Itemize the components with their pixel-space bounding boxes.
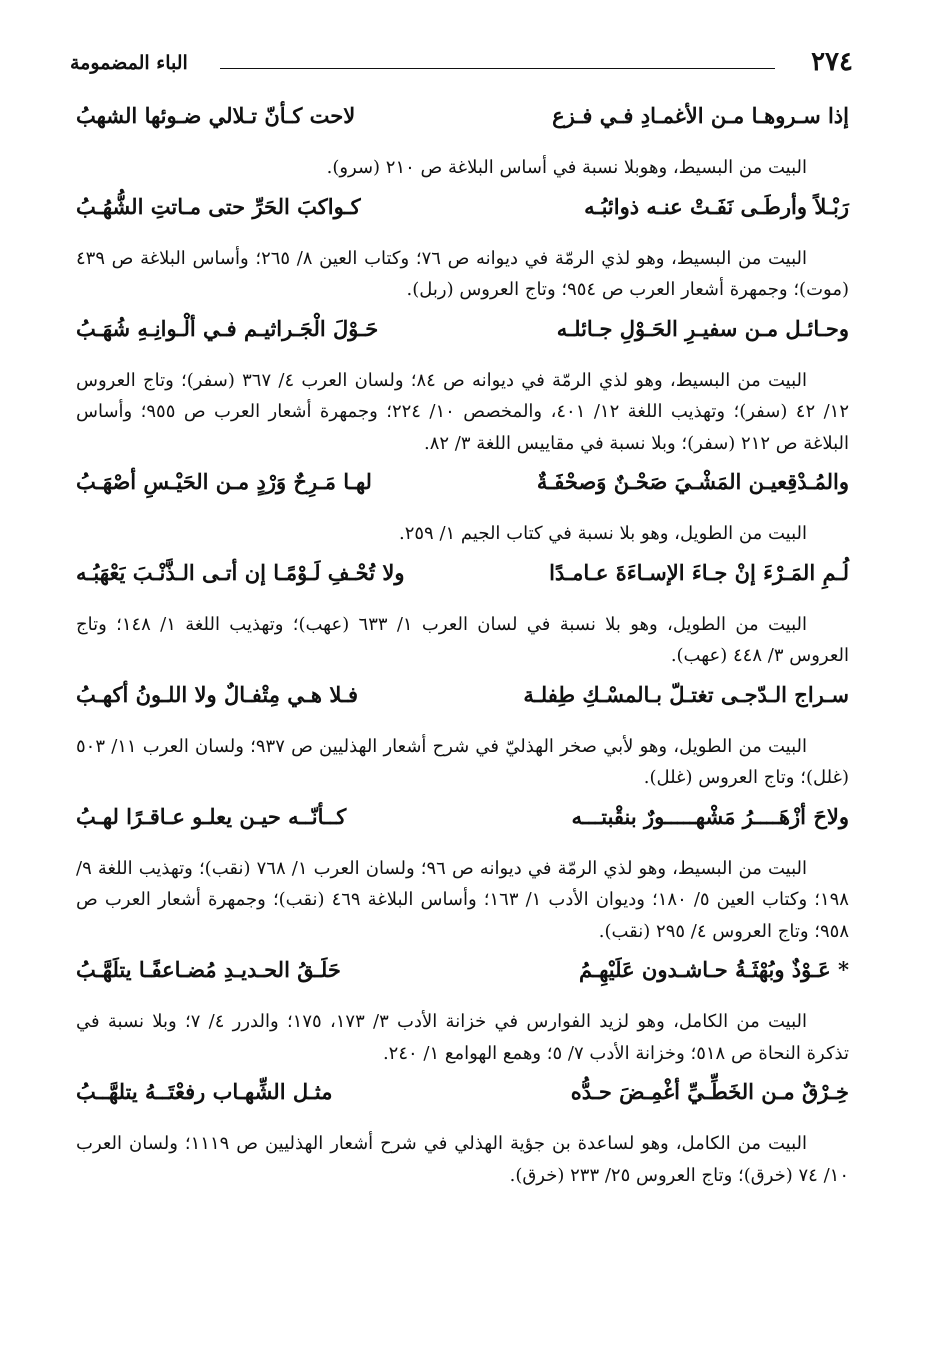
verse-source-note: البيت من الطويل، وهو لأبي صخر الهذليّ في شرح أشعار الهذليين ص ٩٣٧؛ ولسان العرب ١١/ ٥٠٣ (غلل)؛ وتاج العروس (غلل). xyxy=(76,735,849,788)
verse-first-hemistich-text: عَـوْذٌ وبُهْثَـةُ حـاشـدون عَلَيْهِـمُ xyxy=(578,957,831,982)
verse-line xyxy=(76,1074,849,1110)
running-title: الباء المضمومة xyxy=(70,52,188,74)
verse-second-hemistich: كــأنّــه حيـن يعلـو عـاقـرًا لهـبُ xyxy=(76,803,347,829)
verse-source-note: البيت من البسيط، وهو لذي الرمّة في ديوانه ص ٩٦؛ ولسان العرب ١/ ٧٦٨ (نقب)؛ وتهذيب اللغة ٩/ ١٩٨؛ وكتاب العين ٥/ ١٨٠؛ وديوان الأدب ١/ ١٦٣؛ وأساس البلاغة ٤٦٩ (نقب)؛ وجمهرة أشعار العرب ص ٩٥٨؛ وتاج العروس ٤/ ٢٩٥ (نقب). xyxy=(76,857,849,942)
verse-source-note: البيت من البسيط، وهوبلا نسبة في أساس البلاغة ص ٢١٠ (سرو). xyxy=(326,157,807,178)
page-number: ٢٧٤ xyxy=(811,47,853,77)
verse-source-note: البيت من الطويل، وهو بلا نسبة في لسان العرب ١/ ٦٣٣ (عهب)؛ وتهذيب اللغة ١/ ١٤٨؛ وتاج العروس ٣/ ٤٤٨ (عهب). xyxy=(76,613,849,666)
verse-first-hemistich: إذا سـروهـا مـن الأغمـادِ فـي فـزع xyxy=(552,103,849,128)
verse-first-hemistich: وحـائـل مـن سفيـرِ الحَـوْلِ جـائلـه xyxy=(556,315,849,341)
verse-line xyxy=(76,555,849,591)
verse-line xyxy=(76,98,849,134)
verse-first-hemistich: ولاحَ أزْهَــــرُ مَشْهـــــورٌ بنقْبتـــه xyxy=(571,803,849,829)
verse-entry-3 xyxy=(76,311,849,460)
verse-first-hemistich: والمُـدْقِعيـن المَشْـيَ صَحْـنٌ وَصحْفَـةٌ xyxy=(536,469,849,494)
verse-first-hemistich: لُـمِ المَـرْءَ إنْ جـاءَ الإسـاءَةَ عـامـدًا xyxy=(549,559,849,585)
verse-second-hemistich: فـلا هـي مِتْفـالٌ ولا اللـونُ أكهـبُ xyxy=(76,681,359,707)
verse-source-note: البيت من الكامل، وهو لزيد الفوارس في خزانة الأدب ٣/ ١٧٣، ١٧٥؛ والدرر ٤/ ٧؛ وبلا نسبة في تذكرة النحاة ص ٥١٨؛ وخزانة الأدب ٧/ ٥؛ وهمع الهوامع ١/ ٢٤٠. xyxy=(76,1011,849,1064)
verse-source-note: البيت من البسيط، وهو لذي الرمّة في ديوانه ص ٧٦؛ وكتاب العين ٨/ ٢٦٥؛ وأساس البلاغة ص ٤٣٩ (موت)؛ وجمهرة أشعار العرب ص ٩٥٤؛ وتاج العروس (ربل). xyxy=(76,247,849,300)
header-rule xyxy=(220,68,775,69)
verse-first-hemistich: خِـرْقٌ مـن الخَطِّـيِّ أغْمِـضَ حـدُّه xyxy=(570,1079,849,1104)
verse-second-hemistich: كـواكبَ الحَرِّ حتى مـاتتِ الشُّهُـبُ xyxy=(76,193,361,219)
page-content xyxy=(76,98,849,1196)
verse-entry-9 xyxy=(76,1074,849,1191)
verse-entry-8 xyxy=(76,952,849,1069)
verse-entry-7 xyxy=(76,799,849,948)
verse-second-hemistich: حَـوْلَ الْجَـراثيـم فـي ألْـوانِـهِ شُهَـبُ xyxy=(76,315,379,341)
verse-line xyxy=(76,952,849,988)
verse-entry-4 xyxy=(76,464,849,550)
verse-line xyxy=(76,799,849,835)
verse-line xyxy=(76,189,849,225)
verse-source-note: البيت من الطويل، وهو بلا نسبة في كتاب الجيم ١/ ٢٥٩. xyxy=(398,523,807,544)
verse-line xyxy=(76,464,849,500)
verse-entry-2 xyxy=(76,189,849,306)
verse-first-hemistich: رَبْـلاً وأرطَـى نَفَـتْ عنـه ذوائبُـه xyxy=(584,193,849,219)
verse-first-hemistich xyxy=(579,952,849,988)
verse-line xyxy=(76,677,849,713)
verse-entry-6 xyxy=(76,677,849,794)
verse-source-note: البيت من البسيط، وهو لذي الرمّة في ديوانه ص ٨٤؛ ولسان العرب ٤/ ٣٦٧ (سفر)؛ وتاج العروس ١٢/ ٤٢ (سفر)؛ وتهذيب اللغة ١٢/ ٤٠١، والمخصص ١٠/ ٢٢٤؛ وجمهرة أشعار العرب ص ٩٥٥؛ وأساس البلاغة ص ٢١٢ (سفر)؛ وبلا نسبة في مقاييس اللغة ٣/ ٨٢. xyxy=(76,369,849,454)
verse-entry-1 xyxy=(76,98,849,184)
verse-second-hemistich: لاحت كـأنّ تـلالي ضـوئها الشهبُ xyxy=(76,103,356,128)
asterisk-marker: * xyxy=(838,957,849,982)
verse-source-note: البيت من الكامل، وهو لساعدة بن جؤية الهذلي في شرح أشعار الهذليين ص ١١١٩؛ ولسان العرب ١٠/ ٧٤ (خرق)؛ وتاج العروس ٢٥/ ٢٣٣ (خرق). xyxy=(76,1133,849,1186)
verse-first-hemistich: سـراج الـدّجـى تغتـلّ بـالمسْـكِ طِفلـة xyxy=(523,681,849,707)
verse-second-hemistich: حَلَـقُ الحـديـدِ مُضـاعفًـا يتلَهَّـبُ xyxy=(76,957,341,982)
verse-second-hemistich: ولا تُحْـفِ لَـوْمًـا إن أتـى الـذَّنْـبَ يَعْهَبُـه xyxy=(76,559,405,585)
verse-second-hemistich: مثـل الشِّهـاب رفعْتَــهُ يتلهَّــبُ xyxy=(76,1079,333,1104)
verse-entry-5 xyxy=(76,555,849,672)
verse-second-hemistich: لهـا مَـرِحٌ وَرْدٍ مـن الحَيْـسِ أصْهَـبُ xyxy=(76,469,372,494)
verse-line xyxy=(76,311,849,347)
page-header xyxy=(70,44,853,84)
